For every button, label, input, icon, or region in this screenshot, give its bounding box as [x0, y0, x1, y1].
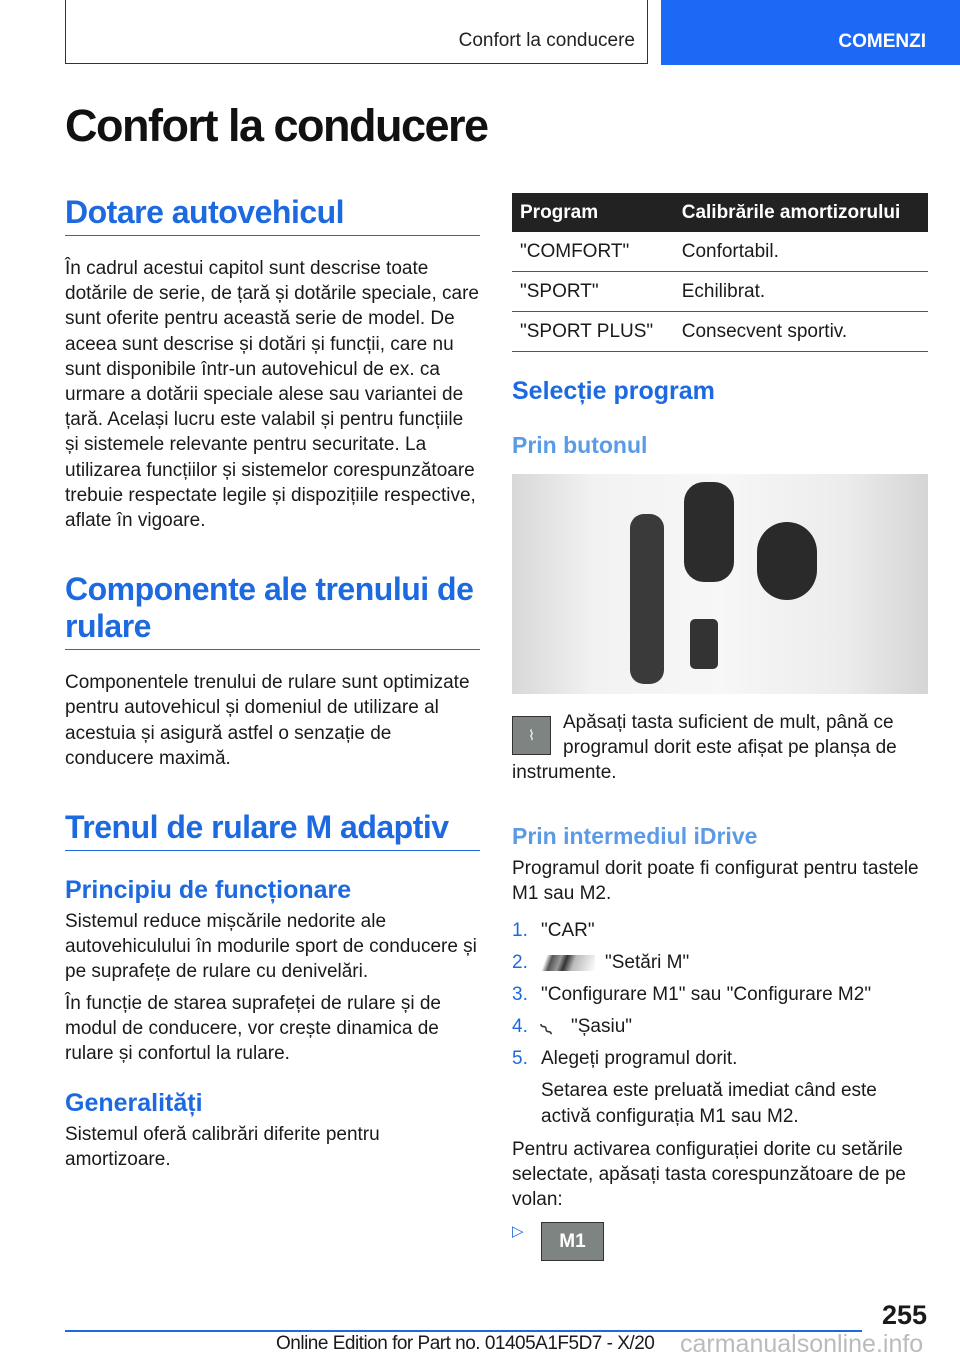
list-item [512, 1046, 928, 1071]
step-text: Alegeți programul dorit. [541, 1048, 738, 1070]
header-tab-comenzi[interactable]: COMENZI [661, 0, 960, 65]
watermark: carmanualsonline.info [680, 1330, 924, 1358]
heading-selectie: Selecție program [512, 377, 715, 405]
heading-generalitati: Generalități [65, 1089, 203, 1118]
step-number: 3. [512, 984, 528, 1006]
center-console-photo [512, 474, 928, 694]
step-text: "Șasiu" [571, 1016, 633, 1038]
damper-icon: ⌇ [512, 716, 551, 755]
step-number: 5. [512, 1048, 528, 1070]
text-generalitati: Sistemul oferă calibrări diferite pentru amortizoare. [65, 1124, 380, 1171]
heading-trenul-m: Trenul de rulare M adaptiv [65, 809, 480, 851]
m1-button-icon: M1 [541, 1222, 604, 1261]
list-item [512, 918, 928, 943]
parking-brake-button [690, 619, 718, 669]
heading-principiu: Principiu de funcționare [65, 876, 352, 905]
steps-list [512, 918, 928, 1128]
button-text: Apăsați tasta suficient de mult, până ce programul dorit este afișat pe planșa de instrumente. [512, 712, 897, 784]
header-section: Confort la conducere [458, 30, 635, 51]
page-title: Confort la conducere [65, 100, 488, 151]
cell: "SPORT PLUS" [512, 312, 674, 352]
idrive-intro: Programul dorit poate fi configurat pentru tastele M1 sau M2. [512, 858, 919, 905]
left-column [65, 194, 480, 1173]
idrive-section [512, 822, 928, 1261]
idrive-controller [757, 522, 817, 600]
col-program: Program [512, 193, 674, 232]
text-dotare: În cadrul acestui capitol sunt descrise toate dotările de serie, de țară și dotările speciale, care sunt oferite pentru această serie de model. De aceea sunt descrise și dotări și funcții, care nu sunt disponibile într-un autovehicul de ex. ca urmare a dotării speciale alese sau variantei de țară. Același lucru este valabil și pentru funcțiile și sistemele relevante pentru securitate. La utilizarea funcțiilor și sistemelor corespunzătoare trebuie respectate legile și dispozițiile respective, aflate în vigoare. [65, 258, 480, 532]
table-header-row [512, 193, 928, 232]
table-row [512, 312, 928, 352]
heading-prin-butonul: Prin butonul [512, 432, 648, 458]
button-instruction [512, 710, 928, 786]
text-principiu-1: Sistemul reduce mișcările nedorite ale autovehiculului în modurile sport de conducere și pe suprafețe de rulare cu denivelări. [65, 911, 477, 983]
step-text: "Setări M" [605, 952, 690, 974]
footer-edition: Online Edition for Part no. 01405A1F5D7 - X/20 [276, 1333, 655, 1354]
step-number: 1. [512, 920, 528, 942]
text-componente: Componentele trenului de rulare sunt optimizate pentru autovehicul și domeniul de utilizare al acestuia și asigură astfel o senzație de conducere maximă. [65, 672, 470, 769]
list-item [512, 950, 928, 975]
list-item [512, 982, 928, 1007]
m-stripes-icon [541, 955, 595, 971]
page-number: 255 [881, 1300, 927, 1330]
table-row [512, 272, 928, 312]
step-number: 2. [512, 952, 528, 974]
cell: Confortabil. [674, 232, 928, 272]
step-number: 4. [512, 1016, 528, 1038]
step-text: "Configurare M1" sau "Configurare M2" [541, 984, 872, 1006]
col-calibrari: Calibrările amortizorului [674, 193, 928, 232]
idrive-outro: Pentru activarea configurației dorite cu setările selectate, apăsați tasta corespunzătoare de pe volan: [512, 1138, 906, 1211]
cell: "SPORT" [512, 272, 674, 312]
list-item [512, 1014, 928, 1042]
gear-selector [684, 482, 734, 582]
step-text: "CAR" [541, 920, 595, 942]
cell: Echilibrat. [674, 272, 928, 312]
m1-bullet [512, 1222, 928, 1261]
heading-dotare: Dotare autovehicul [65, 194, 480, 236]
table-row [512, 232, 928, 272]
cell: Consecvent sportiv. [674, 312, 928, 352]
heading-idrive: Prin intermediul iDrive [512, 823, 758, 849]
button-strip [630, 514, 664, 684]
damper-table [512, 193, 928, 352]
cell: "COMFORT" [512, 232, 674, 272]
text-principiu-2: În funcție de starea suprafeței de rulare și de modul de conducere, vor crește dinamica de rulare și confortul la rulare. [65, 992, 442, 1065]
heading-componente: Componente ale trenului de rulare [65, 571, 480, 650]
bullet-icon: ▷ [512, 1223, 524, 1241]
damper-small-icon: ⌇ [536, 1019, 558, 1042]
step5-note: Setarea este preluată imediat când este activă configurația M1 sau M2. [541, 1080, 877, 1127]
